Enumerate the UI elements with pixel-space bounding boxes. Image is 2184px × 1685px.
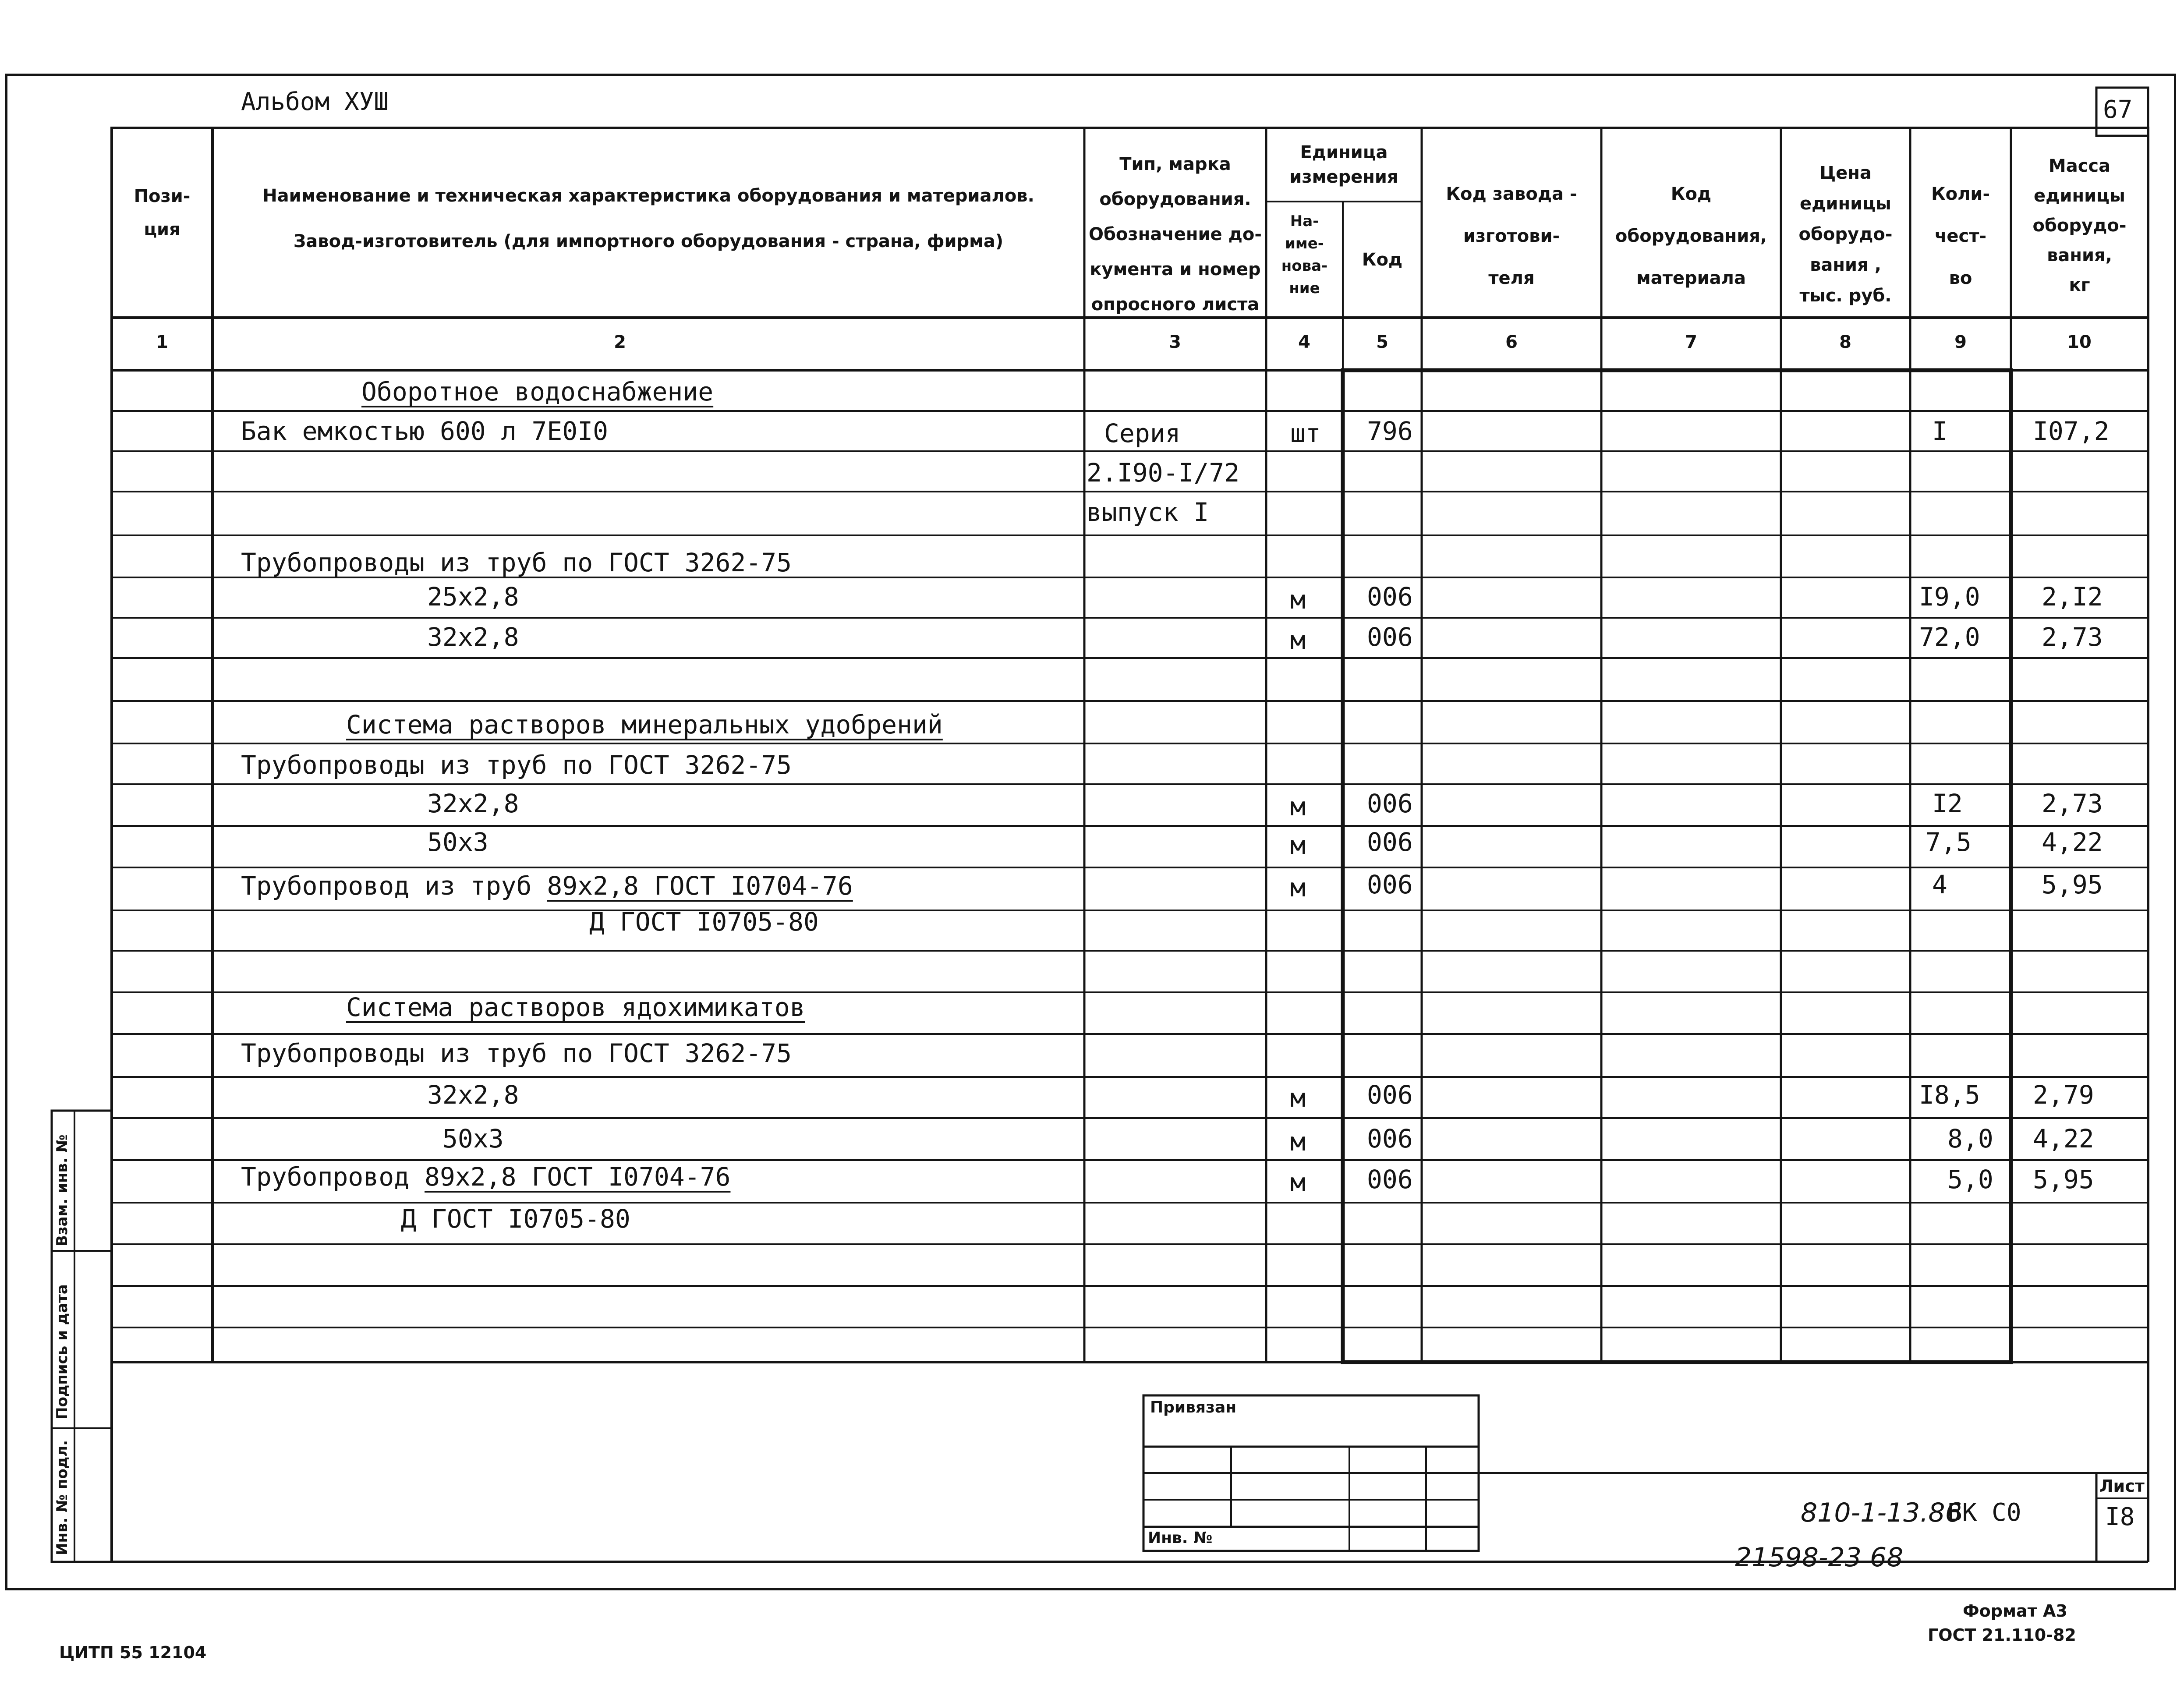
item-unit: шт bbox=[1290, 418, 1321, 448]
item-code: 006 bbox=[1367, 582, 1413, 612]
column-number-6: 6 bbox=[1505, 332, 1518, 352]
header-price: Цена единицы оборудо- вания , тыс. руб. bbox=[1798, 163, 1893, 306]
header-unit-code: Код bbox=[1362, 250, 1403, 270]
header-name: Наименование и техническая характеристика оборудования и материалов. Завод-изготовитель (для импортного оборудования - страна, фирма) bbox=[262, 186, 1034, 251]
sheet-number: I8 bbox=[2105, 1503, 2135, 1531]
item-unit: м bbox=[1290, 1168, 1306, 1197]
item-code: 006 bbox=[1367, 1124, 1413, 1154]
item-mass: 2,73 bbox=[2042, 789, 2103, 818]
item-code: 796 bbox=[1367, 416, 1413, 446]
format-label: Формат А3 bbox=[1963, 1601, 2067, 1621]
doc-code: ВК С0 bbox=[1947, 1498, 2021, 1527]
item-name: 32х2,8 bbox=[427, 1080, 519, 1110]
column-number-3: 3 bbox=[1169, 332, 1181, 352]
item-code: 006 bbox=[1367, 1080, 1413, 1110]
item-name: 32х2,8 bbox=[427, 622, 519, 652]
column-number-9: 9 bbox=[1954, 332, 1967, 352]
item-unit: м bbox=[1290, 1127, 1306, 1157]
header-unit-group: Единица измерения bbox=[1289, 142, 1398, 187]
item-name: 32х2,8 bbox=[427, 789, 519, 818]
item-qty: I2 bbox=[1932, 789, 1963, 818]
section-heading: Оборотное водоснабжение bbox=[361, 377, 714, 407]
item-name: Трубопроводы из труб по ГОСТ 3262-75 bbox=[241, 548, 792, 577]
item-type: выпуск I bbox=[1087, 497, 1209, 527]
item-name: 50х3 bbox=[442, 1124, 504, 1154]
header-mass: Масса единицы оборудо- вания, кг bbox=[2032, 156, 2127, 295]
item-unit: м bbox=[1290, 585, 1306, 615]
item-name: Трубопроводы из труб по ГОСТ 3262-75 bbox=[241, 1038, 792, 1068]
header-equipment-code: Код оборудования, материала bbox=[1615, 184, 1767, 288]
ctp-label: ЦИТП 55 12104 bbox=[59, 1643, 207, 1662]
item-code: 006 bbox=[1367, 870, 1413, 899]
section-heading: Система растворов ядохимикатов bbox=[346, 992, 805, 1022]
item-qty: I bbox=[1932, 416, 1947, 446]
column-number-10: 10 bbox=[2067, 332, 2092, 352]
item-mass: I07,2 bbox=[2033, 416, 2110, 446]
item-qty: 7,5 bbox=[1926, 827, 1972, 857]
item-mass: 2,73 bbox=[2042, 622, 2103, 652]
column-number-2: 2 bbox=[614, 332, 626, 352]
item-type: 2.I90-I/72 bbox=[1087, 458, 1240, 488]
sheet-label: Лист bbox=[2099, 1476, 2145, 1496]
column-number-4: 4 bbox=[1298, 332, 1310, 352]
item-name: Трубопровод 89х2,8 ГОСТ I0704-76 bbox=[241, 1162, 731, 1192]
item-mass: 4,22 bbox=[2033, 1124, 2094, 1154]
header-factory-code: Код завода - изготови- теля bbox=[1446, 184, 1577, 288]
item-qty: 5,0 bbox=[1947, 1165, 1993, 1194]
item-type: Серия bbox=[1104, 418, 1181, 448]
side-stamp-inv-original: Инв. № подл. bbox=[53, 1440, 71, 1555]
item-qty: I9,0 bbox=[1919, 582, 1980, 612]
item-unit: м bbox=[1290, 792, 1306, 821]
item-qty: 8,0 bbox=[1947, 1124, 1993, 1154]
item-name: 50х3 bbox=[427, 827, 488, 857]
item-mass: 2,I2 bbox=[2042, 582, 2103, 612]
item-code: 006 bbox=[1367, 789, 1413, 818]
item-name: Бак емкостью 600 л 7Е0I0 bbox=[241, 416, 609, 446]
gost-label: ГОСТ 21.110-82 bbox=[1928, 1625, 2076, 1645]
item-mass: 4,22 bbox=[2042, 827, 2103, 857]
column-number-5: 5 bbox=[1376, 332, 1388, 352]
column-number-1: 1 bbox=[156, 332, 168, 352]
item-name: 25х2,8 bbox=[427, 582, 519, 612]
side-stamp-replace-inv: Взам. инв. № bbox=[53, 1134, 71, 1246]
item-mass: 2,79 bbox=[2033, 1080, 2094, 1110]
item-unit: м bbox=[1290, 625, 1306, 655]
header-unit-name: На- име- нова- ние bbox=[1281, 212, 1328, 297]
item-unit: м bbox=[1290, 1083, 1306, 1113]
item-mass: 5,95 bbox=[2033, 1165, 2094, 1194]
item-name-continuation: Д ГОСТ I0705-80 bbox=[401, 1204, 630, 1234]
section-heading: Система растворов минеральных удобрений bbox=[346, 710, 943, 740]
header-position: Пози- ция bbox=[134, 186, 191, 240]
side-stamp-signature-date: Подпись и дата bbox=[53, 1284, 71, 1420]
item-name-continuation: Д ГОСТ I0705-80 bbox=[589, 907, 819, 937]
item-qty: 4 bbox=[1932, 870, 1947, 899]
item-qty: I8,5 bbox=[1919, 1080, 1980, 1110]
item-qty: 72,0 bbox=[1919, 622, 1980, 652]
stamp-inv-no: Инв. № bbox=[1148, 1529, 1213, 1547]
column-number-8: 8 bbox=[1839, 332, 1851, 352]
doc-code-handwritten: 810-1-13.86 bbox=[1801, 1497, 1962, 1528]
item-unit: м bbox=[1290, 830, 1306, 860]
stamp-privyazan: Привязан bbox=[1150, 1398, 1237, 1416]
archive-number-handwritten: 21598-23 68 bbox=[1735, 1542, 1904, 1573]
header-type: Тип, марка оборудования. Обозначение до- кумента и номер опросного листа bbox=[1089, 154, 1262, 315]
album-title: Альбом ХУШ bbox=[241, 88, 389, 116]
item-code: 006 bbox=[1367, 827, 1413, 857]
header-quantity: Коли- чест- во bbox=[1931, 184, 1990, 288]
item-name: Трубопровод из труб 89х2,8 ГОСТ I0704-76 bbox=[241, 871, 853, 901]
column-number-7: 7 bbox=[1685, 332, 1697, 352]
page-number: 67 bbox=[2103, 96, 2133, 124]
item-unit: м bbox=[1290, 873, 1306, 903]
item-mass: 5,95 bbox=[2042, 870, 2103, 899]
item-name: Трубопроводы из труб по ГОСТ 3262-75 bbox=[241, 750, 792, 780]
item-code: 006 bbox=[1367, 622, 1413, 652]
item-code: 006 bbox=[1367, 1165, 1413, 1194]
